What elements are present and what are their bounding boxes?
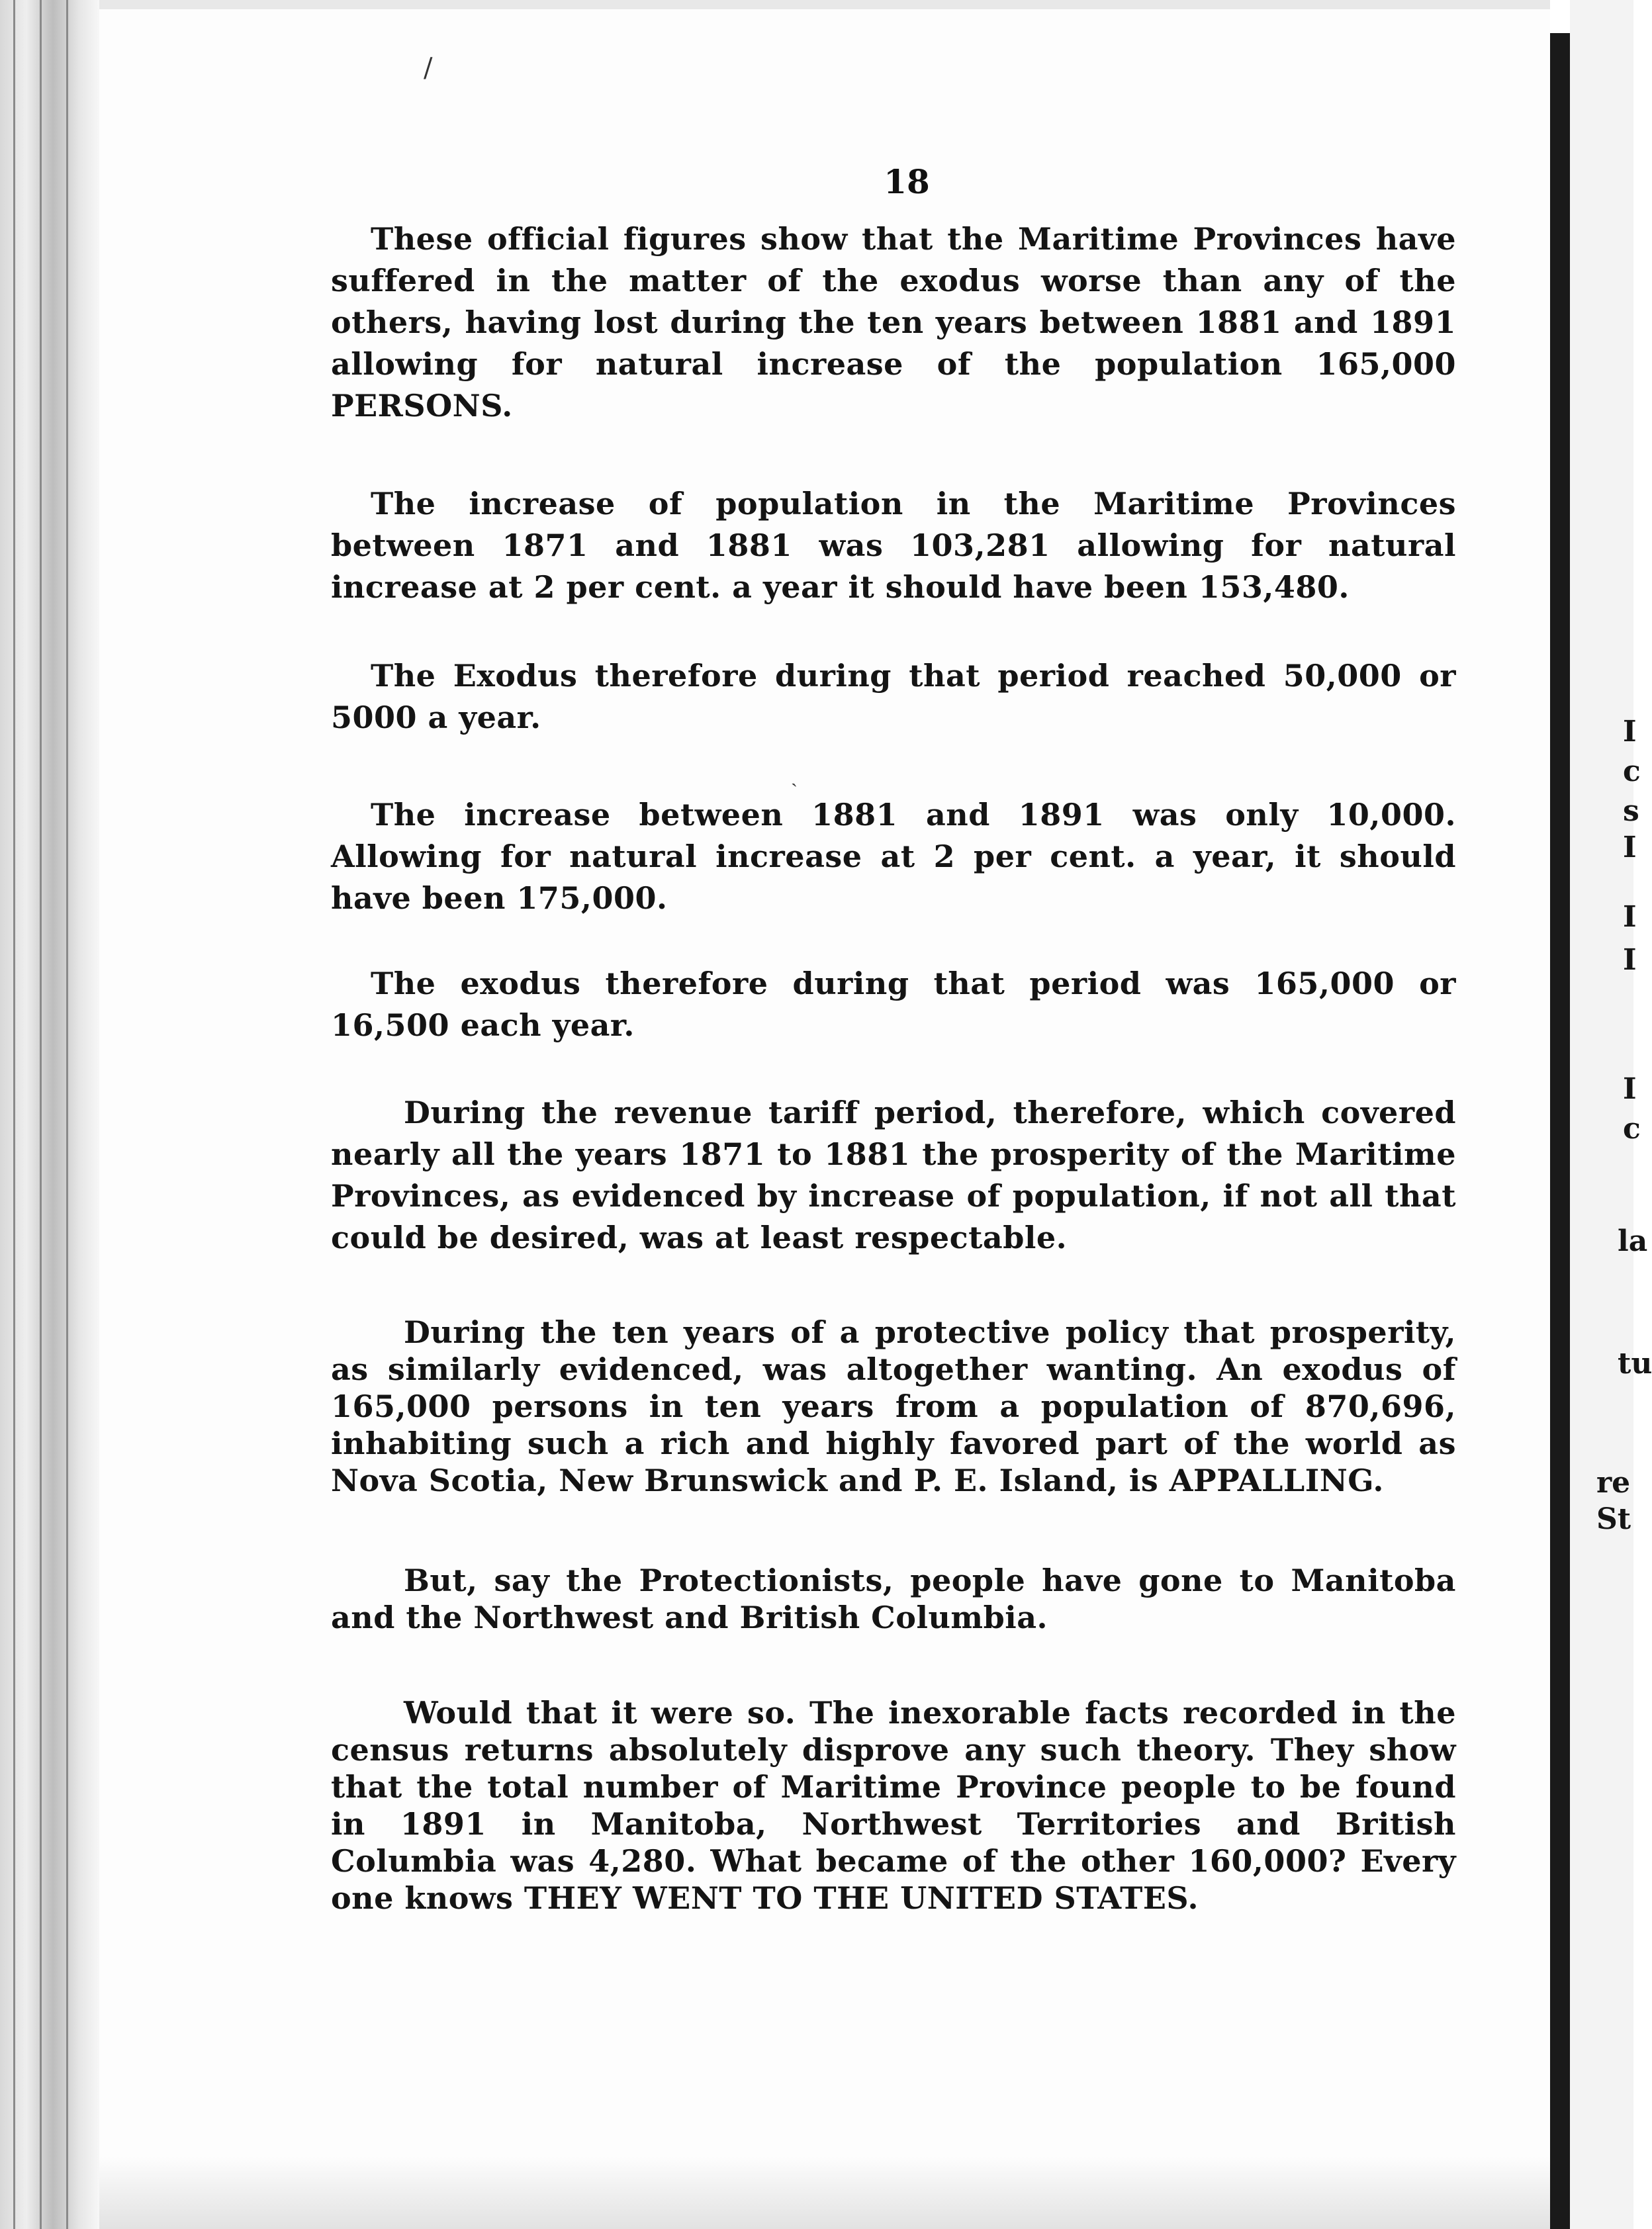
facing-fragment: c	[1623, 1112, 1641, 1146]
facing-page	[1570, 0, 1652, 2229]
facing-fragment: tu	[1618, 1347, 1652, 1381]
page-top-edge	[99, 0, 1550, 9]
facing-fragment: I	[1623, 1072, 1637, 1106]
page-gutter	[1550, 33, 1570, 2229]
paragraph: But, say the Protectionists, people have gone to Manitoba and the Northwest and British Columbia.	[331, 1563, 1456, 1635]
facing-fragment: I	[1623, 831, 1637, 864]
paragraph: The exodus therefore during that period was 165,000 or 16,500 each year.	[331, 966, 1456, 1043]
paragraph: The Exodus therefore during that period reached 50,000 or 5000 a year.	[331, 658, 1456, 735]
facing-fragment: St	[1596, 1502, 1631, 1536]
facing-fragment: I	[1623, 943, 1637, 977]
page-bottom-shade	[99, 2156, 1550, 2229]
binding-line	[40, 0, 42, 2229]
facing-fragment: la	[1618, 1224, 1648, 1258]
ink-mark: ˎ	[791, 764, 798, 788]
paragraph: During the ten years of a protective policy that prosperity, as similarly evidenced, was altogether wanting. An exodus of 165,000 persons in ten years from a population of 870,696, inhabiting such a rich and highly favored part of the world as Nova Scotia, New Brunswick and P. E. Island, is APPALLING.	[331, 1314, 1456, 1498]
paragraph: The increase of population in the Maritime Provinces between 1871 and 1881 was 103,281 allowing for natural increase at 2 per cent. a year it should have been 153,480.	[331, 486, 1456, 605]
binding-edge	[0, 0, 99, 2229]
paragraph: Would that it were so. The inexorable facts recorded in the census returns absolutely disprove any such theory. They show that the total number of Maritime Province people to be found in 1891 in Manitoba, Northwest Territories and British Columbia was 4,280. What became of the other 160,000? Every one knows THEY WENT TO THE UNITED STATES.	[331, 1695, 1456, 1916]
page-number: 18	[884, 162, 930, 201]
facing-fragment: re	[1596, 1466, 1631, 1500]
paragraph: The increase between 1881 and 1891 was only 10,000. Allowing for natural increase at 2 per cent. a year, it should have been 175,000.	[331, 797, 1456, 916]
ink-mark: /	[424, 53, 433, 83]
facing-fragment: c	[1623, 754, 1641, 788]
facing-fragment: s	[1623, 794, 1639, 828]
binding-line	[13, 0, 15, 2229]
facing-fragment: I	[1623, 715, 1637, 749]
paragraph: These official figures show that the Maritime Provinces have suffered in the matter of the exodus worse than any of the others, having lost during the ten years between 1881 and 1891 allowing for natural increase of the population 165,000 PERSONS.	[331, 221, 1456, 424]
facing-fragment: I	[1623, 900, 1637, 934]
binding-line	[66, 0, 68, 2229]
paragraph: During the revenue tariff period, therefore, which covered nearly all the years 1871 to 1881 the prosperity of the Maritime Provinces, as evidenced by increase of population, if not all that could be desired, was at least respectable.	[331, 1095, 1456, 1255]
